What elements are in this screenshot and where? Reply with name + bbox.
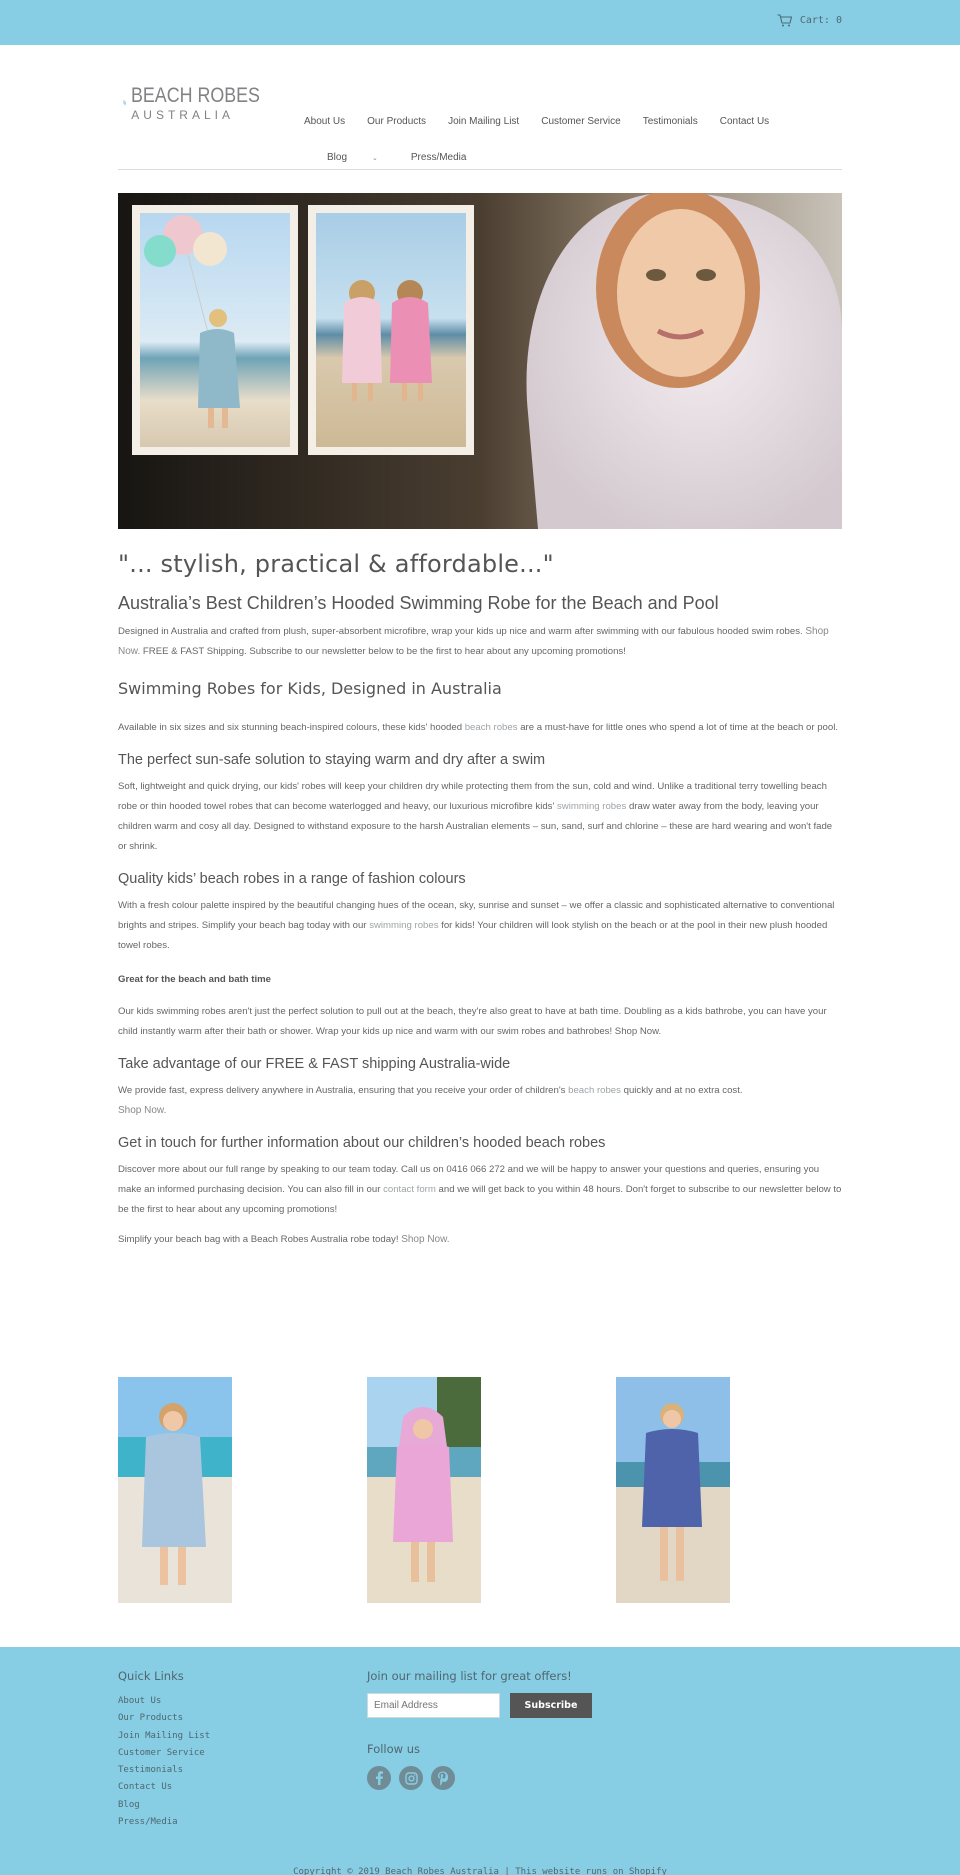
- subscribe-button[interactable]: Subscribe: [510, 1693, 592, 1718]
- hero-image: [118, 193, 842, 529]
- contact-form-link[interactable]: contact form: [383, 1184, 436, 1195]
- contact-paragraph: Discover more about our full range by speaking to our team today. Call us on 0416 066 272 and we will be happy to answer your questions and queries, ensuring you make an informed purchasing decision. You can also fill in our contact form and we will get back to you within 48 hours. Don't forget to subscribe to our newsletter below to be the first to hear about any upcoming promotions!: [118, 1164, 842, 1215]
- colours-paragraph: With a fresh colour palette inspired by the beautiful changing hues of the ocean, sky, sunrise and sunset – we offer a classic and sophisticated alternative to conventional brights and stripes. Simplify your beach bag today with our swimming robes for kids! Your children will look stylish on the beach or at the pool in their new plush hooded towel robes.: [118, 900, 835, 951]
- footer-link-contact-us[interactable]: Contact Us: [118, 1782, 173, 1793]
- section-heading-shipping: Take advantage of our FREE & FAST shipping Australia-wide: [118, 1056, 511, 1072]
- sun-safe-paragraph: Soft, lightweight and quick drying, our kids' robes will keep your children dry while protecting them from the sun, cold and wind. Unlike a traditional terry towelling beach robe or thin hooded towel robes that can become waterlogged and heavy, our luxurious microfibre kids' swimming robes draw water away from the body, leaving your children warm and cosy all day. Designed to withstand exposure to the harsh Australian elements – sun, sand, surf and chlorine – these are hard wearing and won't fade or shrink.: [118, 781, 833, 852]
- logo-title: BEACH ROBES: [131, 84, 261, 107]
- sizes-paragraph: Available in six sizes and six stunning beach-inspired colours, these kids' hooded beach robes are a must-have for little ones who spend a lot of time at the beach or pool.: [118, 722, 839, 733]
- quick-links-title: Quick Links: [118, 1669, 184, 1683]
- email-field[interactable]: [367, 1693, 500, 1718]
- site-logo[interactable]: [123, 75, 283, 131]
- instagram-icon[interactable]: [399, 1766, 423, 1790]
- logo-subtitle: AUSTRALIA: [131, 108, 234, 122]
- nav-item-customer-service[interactable]: Customer Service: [541, 115, 621, 127]
- main-content: [118, 550, 842, 1250]
- cart-label: Cart: 0: [799, 15, 842, 26]
- main-nav: [293, 111, 803, 167]
- footer-link-blog[interactable]: Blog: [118, 1799, 140, 1810]
- site-footer: [0, 1647, 960, 1875]
- beach-robes-link[interactable]: beach robes: [464, 722, 518, 733]
- swimming-robes-link[interactable]: swimming robes: [556, 801, 627, 812]
- social-links: [367, 1766, 592, 1790]
- mailing-list-title: Join our mailing list for great offers!: [367, 1669, 572, 1683]
- footer-link-customer-service[interactable]: Customer Service: [118, 1747, 205, 1758]
- nav-item-contact-us[interactable]: Contact Us: [719, 115, 770, 127]
- facebook-icon[interactable]: [367, 1766, 391, 1790]
- bath-time-paragraph: Our kids swimming robes aren't just the perfect solution to pull out at the beach, they're also great to have at bath time. Doubling as a kids bathrobe, you can have your child instantly warm after their bath or shower. Wrap your kids up nice and warm with our swim robes and bathrobes! Shop Now.: [118, 1006, 827, 1037]
- product-gallery: [118, 1377, 842, 1603]
- shop-now-link-3[interactable]: Shop Now.: [401, 1234, 450, 1245]
- quick-links: [118, 1669, 210, 1831]
- hero-banner: [118, 193, 842, 529]
- product-image-navy-robe[interactable]: [616, 1377, 730, 1603]
- mailing-list: [367, 1669, 592, 1790]
- chevron-down-icon: ⌄: [372, 154, 378, 162]
- shop-now-link[interactable]: Shop Now.: [118, 626, 829, 657]
- page-title: Australia’s Best Children’s Hooded Swimming Robe for the Beach and Pool: [118, 593, 719, 613]
- intro-paragraph: Designed in Australia and crafted from plush, super-absorbent microfibre, wrap your kids up nice and warm after swimming with our fabulous hooded swim robes. Shop Now. FREE & FAST Shipping. Subscribe to our newsletter below to be the first to hear about any upcoming promotions!: [118, 626, 829, 657]
- footer-link-our-products[interactable]: Our Products: [118, 1713, 184, 1724]
- product-image-light-blue-robe[interactable]: [118, 1377, 232, 1603]
- nav-item-our-products[interactable]: Our Products: [367, 115, 427, 127]
- swimming-robes-link-2[interactable]: swimming robes: [369, 920, 439, 931]
- section-heading-fashion-colours: Quality kids’ beach robes in a range of fashion colours: [118, 871, 466, 887]
- section-heading-sun-safe: The perfect sun-safe solution to staying warm and dry after a swim: [118, 752, 546, 768]
- section-heading-swimming-robes: Swimming Robes for Kids, Designed in Australia: [118, 679, 502, 698]
- footer-link-join-mailing-list[interactable]: Join Mailing List: [118, 1730, 211, 1741]
- product-image-pink-robe[interactable]: [367, 1377, 481, 1603]
- shop-now-link-2[interactable]: Shop Now.: [118, 1105, 167, 1116]
- section-heading-get-in-touch: Get in touch for further information about our children’s hooded beach robes: [118, 1135, 606, 1151]
- site-header: [118, 45, 842, 170]
- cart-link[interactable]: [777, 14, 842, 27]
- shipping-paragraph: We provide fast, express delivery anywhere in Australia, ensuring that you receive your order of children's beach robes quickly and at no extra cost. Shop Now.: [118, 1085, 743, 1116]
- follow-us-title: Follow us: [367, 1742, 421, 1756]
- beach-robes-link-2[interactable]: beach robes: [568, 1085, 621, 1096]
- nav-item-blog-label: Blog: [327, 151, 348, 163]
- bath-time-heading: Great for the beach and bath time: [118, 974, 271, 985]
- footer-link-testimonials[interactable]: Testimonials: [118, 1765, 184, 1776]
- footer-link-press-media[interactable]: Press/Media: [118, 1817, 178, 1828]
- nav-item-about-us[interactable]: About Us: [304, 115, 346, 127]
- nav-item-blog[interactable]: [305, 152, 400, 163]
- nav-item-join-mailing-list[interactable]: Join Mailing List: [448, 115, 520, 127]
- copyright-text: Copyright © 2019 Beach Robes Australia | This website runs on Shopify: [293, 1867, 667, 1875]
- top-bar: [0, 0, 960, 45]
- logo-mark-icon: [123, 76, 126, 130]
- nav-item-testimonials[interactable]: Testimonials: [642, 115, 698, 127]
- pinterest-icon[interactable]: [431, 1766, 455, 1790]
- page-quote: "... stylish, practical & affordable...": [118, 550, 554, 578]
- closing-paragraph: Simplify your beach bag with a Beach Robes Australia robe today! Shop Now.: [118, 1234, 450, 1245]
- nav-item-press-media[interactable]: Press/Media: [410, 151, 467, 163]
- cart-icon: [777, 14, 792, 27]
- footer-link-about-us[interactable]: About Us: [118, 1696, 162, 1706]
